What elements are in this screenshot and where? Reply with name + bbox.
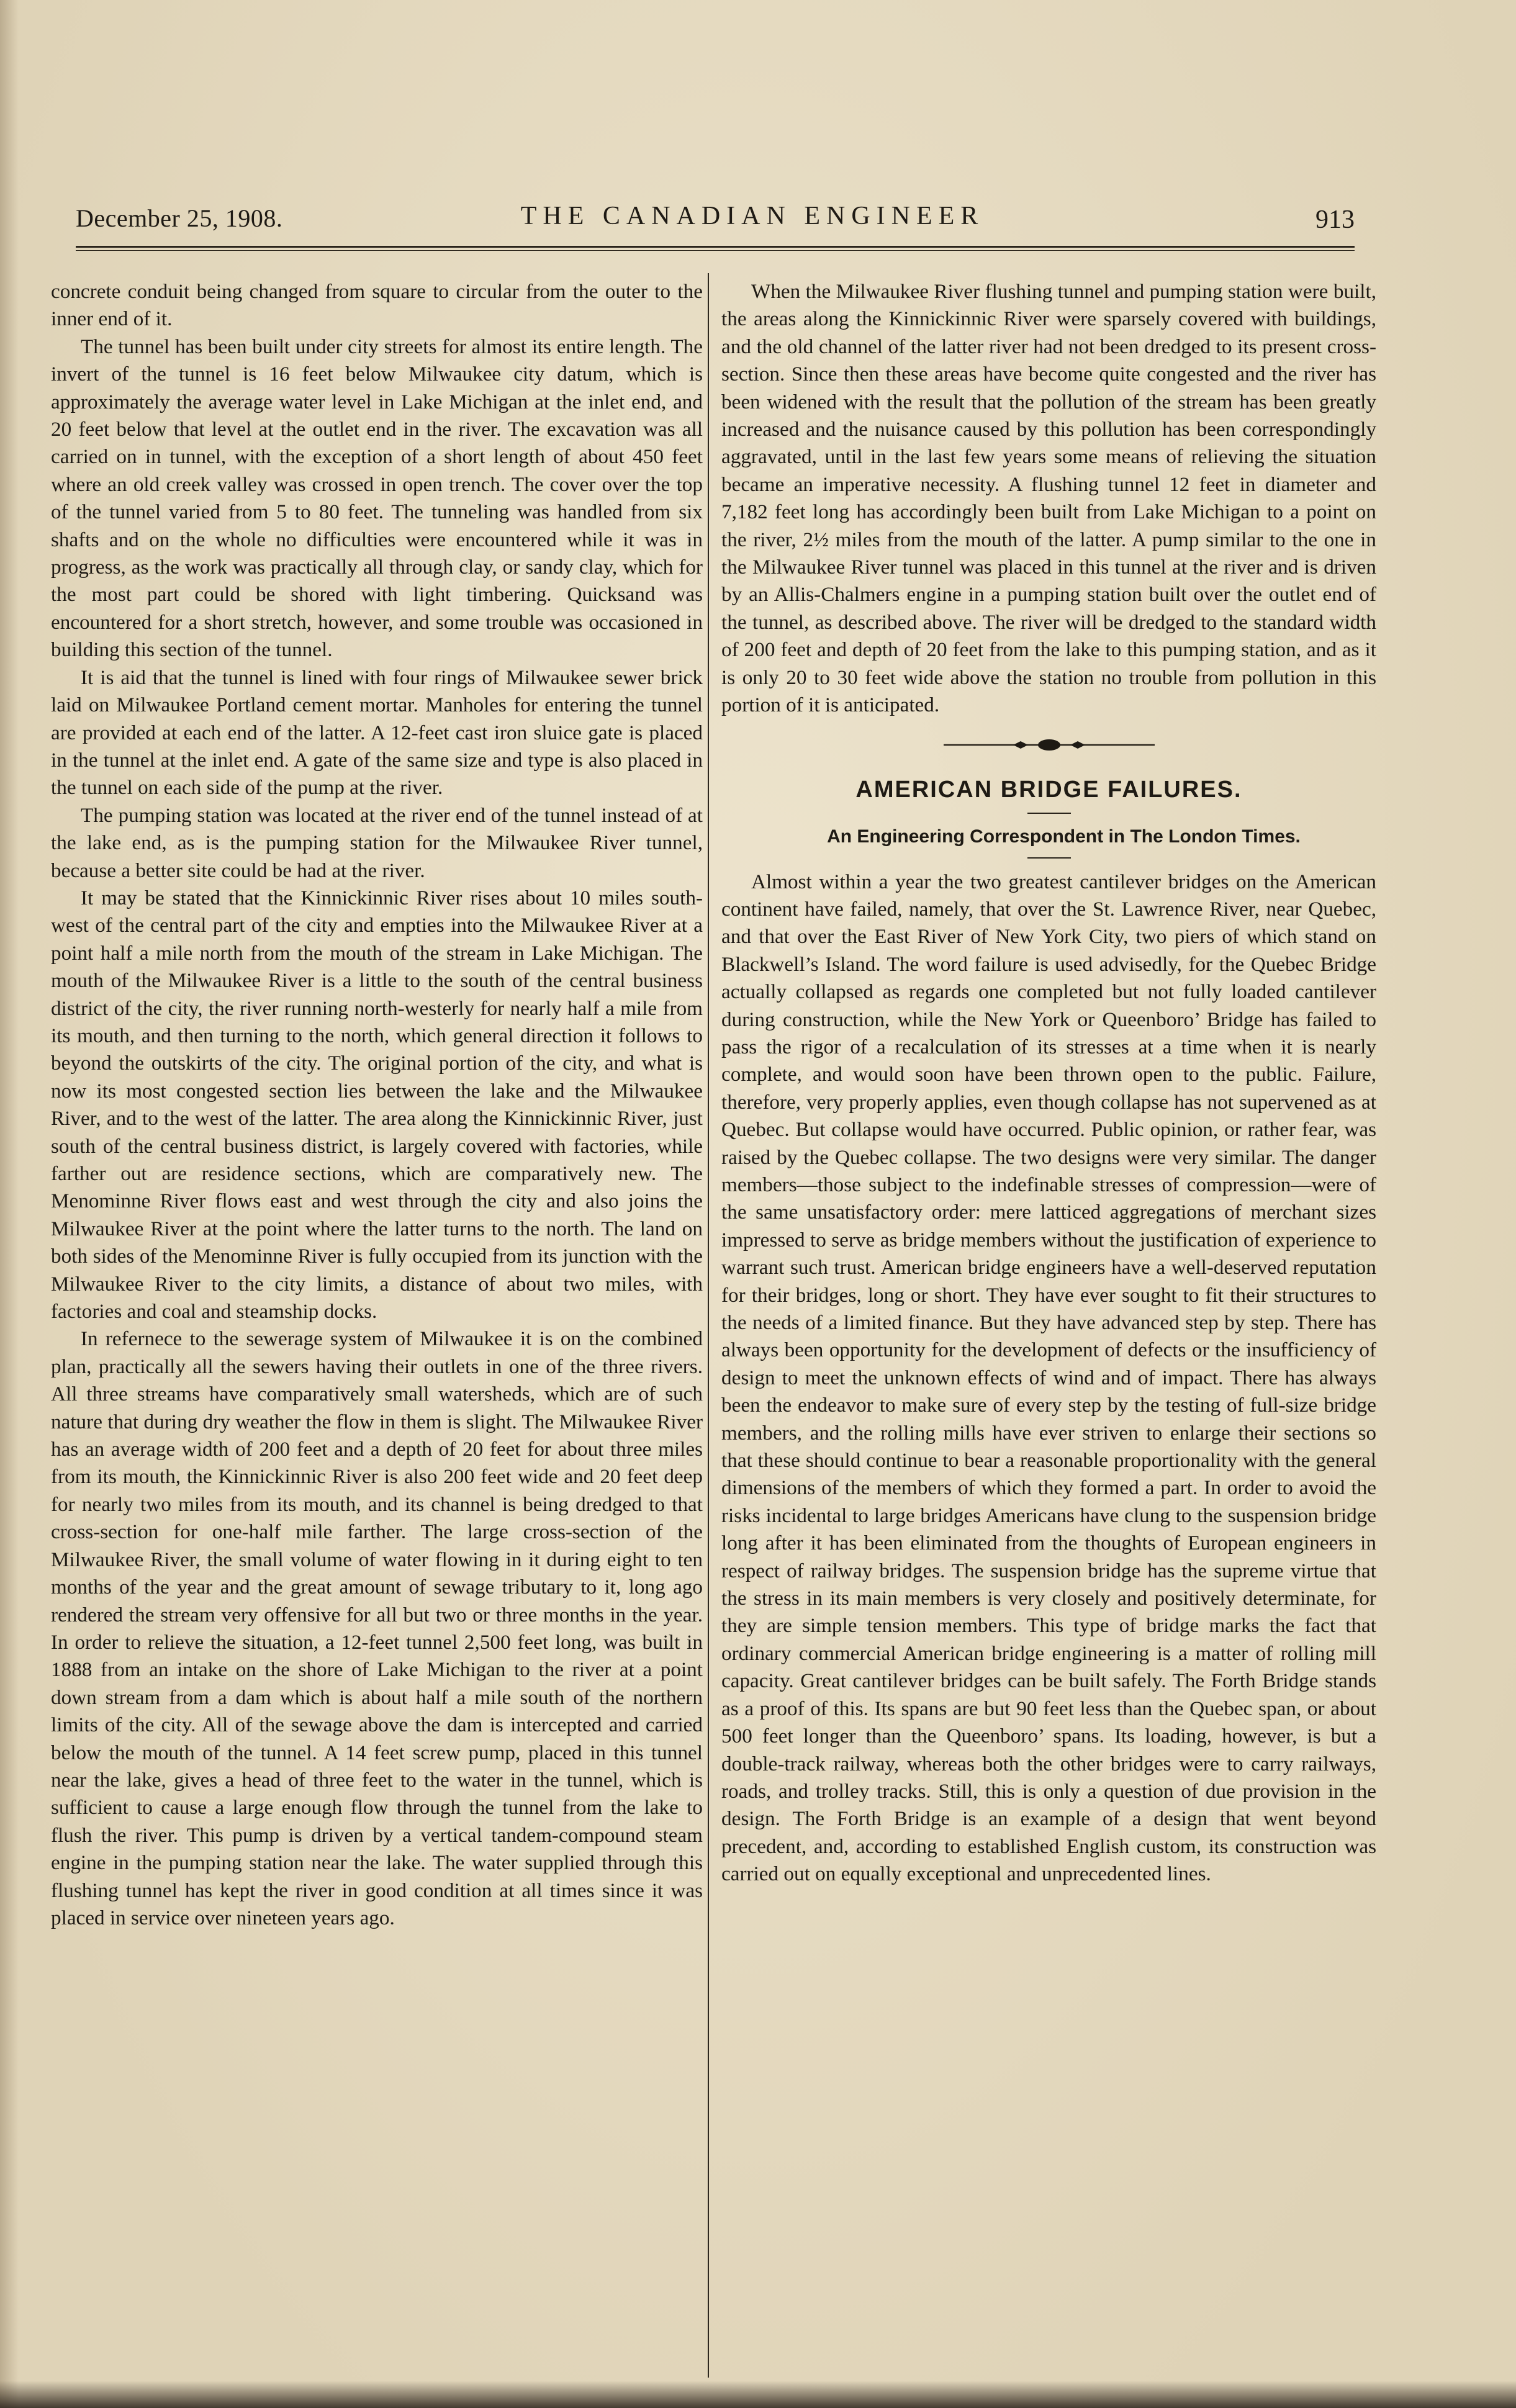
article-title: AMERICAN BRIDGE FAILURES.	[855, 776, 1242, 803]
left-paragraph-5: It may be stated that the Kinnickinnic River rises about 10 miles south-west of the central part of the city and empties into the Milwaukee River at a point half a mile north from the mouth of the stream in Lake Michigan. The mouth of the Milwaukee River is a little to the south of the central business district of the city, the river running north-westerly for nearly half a mile from its mouth, and then turning to the north, which general direction it follows to beyond the outskirts of the city. The original portion of the city, and what is now its most congested section lies between the lake and the Milwaukee River, and to the west of the latter. The area along the Kinnickinnic River, just south of the central business district, is largely covered with factories, while farther out are residence sections, which are comparatively new. The Menominne River flows east and west through the city and also joins the Milwaukee River at the point where the latter turns to the north. The land on both sides of the Menominne River is fully occupied from its junction with the Milwaukee River to the city limits, a distance of about two miles, with factories and coal and steamship docks.	[51, 886, 703, 1323]
issue-date: December 25, 1908.	[76, 204, 283, 232]
header-rule	[76, 246, 1355, 248]
header-rule-thin	[76, 250, 1355, 251]
left-paragraph-2: The tunnel has been built under city streets for almost its entire length. The invert of the tunnel is 16 feet below Milwaukee city datum, which is approximately the average water level in Lake Michigan at the inlet end, and 20 feet below that level at the outlet end in the river. The excavation was all carried on in tunnel, with the exception of a short length of about 450 feet where an old creek valley was crossed in open trench. The cover over the top of the tunnel varied from 5 to 80 feet. The tunneling was handled from six shafts and on the whole no difficulties were encountered while it was in progress, as the work was practically all through clay, or sandy clay, which for the most part could be shored with light timbering. Quicksand was encountered for a short stretch, however, and some trouble was occasioned in building this section of the tunnel.	[51, 335, 703, 662]
left-paragraph-6: In refernece to the sewerage system of Milwaukee it is on the combined plan, practically all the sewers having their outlets in one of the three rivers. All three streams have comparatively small watersheds, which are of such nature that during dry weather the flow in them is slight. The Milwaukee River has an average width of 200 feet and a depth of 20 feet for about three miles from its mouth, the Kinnickinnic River is also 200 feet wide and 20 feet deep for nearly two miles from its mouth, and its channel is being dredged to that cross-section for one-half mile farther. The large cross-section of the Milwaukee River, the small volume of water flowing in it during eight to ten months of the year and the great amount of sewage tributary to it, long ago rendered the stream very offensive for all but two or three months in the year. In order to relieve the situation, a 12-feet tunnel 2,500 feet long, was built in 1888 from an intake on the shore of Lake Michigan to the river at a point down stream from a dam which is about half a mile south of the northern limits of the city. All of the sewage above the dam is intercepted and carried below the mouth of the tunnel. A 14 feet screw pump, placed in this tunnel near the lake, gives a head of three feet to the water in the tunnel, which is sufficient to cause a large enough flow through the tunnel from the lake to flush the river. This pump is driven by a vertical tandem-compound steam engine in the pumping station near the lake. The water supplied through this flushing tunnel has kept the river in good condition at all times since it was placed in service over nineteen years ago.	[51, 1327, 703, 1929]
left-paragraph-3: It is aid that the tunnel is lined with four rings of Milwaukee sewer brick laid on Milwaukee Portland cement mortar. Manholes for entering the tunnel are provided at each end of the latter. A 12-feet cast iron sluice gate is placed in the tunnel at the inlet end. A gate of the same size and type is also placed in the tunnel on each side of the pump at the river.	[51, 665, 703, 800]
section-ornament	[944, 737, 1155, 753]
page-number: 913	[1315, 205, 1355, 234]
page-shadow-bottom	[0, 2381, 1516, 2408]
right-column	[721, 278, 1376, 1888]
journal-title: THE CANADIAN ENGINEER	[520, 202, 985, 230]
left-paragraph-1: concrete conduit being changed from square to circular from the outer to the inner end of it.	[51, 280, 703, 331]
running-head	[76, 199, 1355, 236]
column-divider	[708, 273, 709, 2378]
page-shadow-left	[0, 0, 19, 2408]
subtitle-rule	[1027, 857, 1071, 859]
article-body: Almost within a year the two greatest cantilever bridges on the American continent have failed, namely, that over the St. Lawrence River, near Quebec, and that over the East River of New York City, two piers of which stand on Blackwell’s Island. The word failure is used advisedly, for the Quebec Bridge actually collapsed as regards one completed but not fully loaded cantilever during construction, while the New York or Queenboro’ Bridge has failed to pass the rigor of a recalculation of its stresses at a time when it is nearly complete, and would soon have been thrown open to the public. Failure, therefore, very properly applies, even though collapse has not supervened as at Quebec. But collapse would have occurred. Public opinion, or rather fear, was raised by the Quebec collapse. The two designs were very similar. The danger members—those subject to the indefinable stresses of compression—were of the same unsatisfactory order: mere latticed aggregations of merchant sizes impressed to serve as bridge members without the justification of experience to warrant such trust. American bridge engineers have a well-deserved reputation for their bridges, long or short. They have ever sought to fit their structures to the needs of a limited finance. But they have advanced step by step. There has always been opportunity for the development of defects or the insufficiency of design to meet the unknown effects of wind and of impact. There has always been the endeavor to make sure of every step by the testing of full-size bridge members, and the rolling mills have ever striven to enlarge their sections so that these should continue to bear a reasonable proportionality with the general dimensions of the members of which they formed a part. In order to avoid the risks incidental to large bridges Americans have clung to the suspension bridge long after it has been eliminated from the thoughts of European engineers in respect of railway bridges. The suspension bridge has the supreme virtue that the stress in its main members is very closely and positively determinate, for they are simple tension members. This type of bridge marks the fact that ordinary commercial American bridge engineering is a matter of rolling mill capacity. Great cantilever bridges can be built safely. The Forth Bridge stands as a proof of this. Its spans are but 90 feet less than the Quebec span, or about 500 feet longer than the Queenboro’ spans. Its loading, however, is but a double-track railway, whereas both the other bridges were to carry railways, roads, and trolley tracks. Still, this is only a question of due provision in the design. The Forth Bridge is an example of a design that went beyond precedent, and, according to established English custom, its construction was carried out on equally exceptional and unprecedented lines.	[721, 870, 1376, 1886]
left-paragraph-4: The pumping station was located at the river end of the tunnel instead of at the lake end, as is the pumping station for the Milwaukee River tunnel, because a better site could be had at the river.	[51, 803, 703, 882]
article-subtitle: An Engineering Correspondent in The London Times.	[827, 826, 1301, 847]
left-column	[51, 278, 703, 1932]
title-rule	[1027, 813, 1071, 814]
right-paragraph-intro: When the Milwaukee River flushing tunnel and pumping station were built, the areas along the Kinnickinnic River were sparsely covered with buildings, and the old channel of the latter river had not been dredged to its present cross-section. Since then these areas have become quite congested and the river has been widened with the result that the pollution of the stream has been greatly increased and the nuisance caused by this pollution has been correspondingly aggravated, until in the last few years some means of relieving the situation became an imperative necessity. A flushing tunnel 12 feet in diameter and 7,182 feet long has accordingly been built from Lake Michigan to a point on the river, 2½ miles from the mouth of the latter. A pump similar to the one in the Milwaukee River tunnel was placed in this tunnel at the river and is driven by an Allis-Chalmers engine in a pumping station built over the outlet end of the tunnel, as described above. The river will be dredged to the standard width of 200 feet and depth of 20 feet from the lake to this pumping station, and as it is only 20 to 30 feet wide above the station no trouble from pollution in this portion of it is anticipated.	[721, 280, 1376, 717]
